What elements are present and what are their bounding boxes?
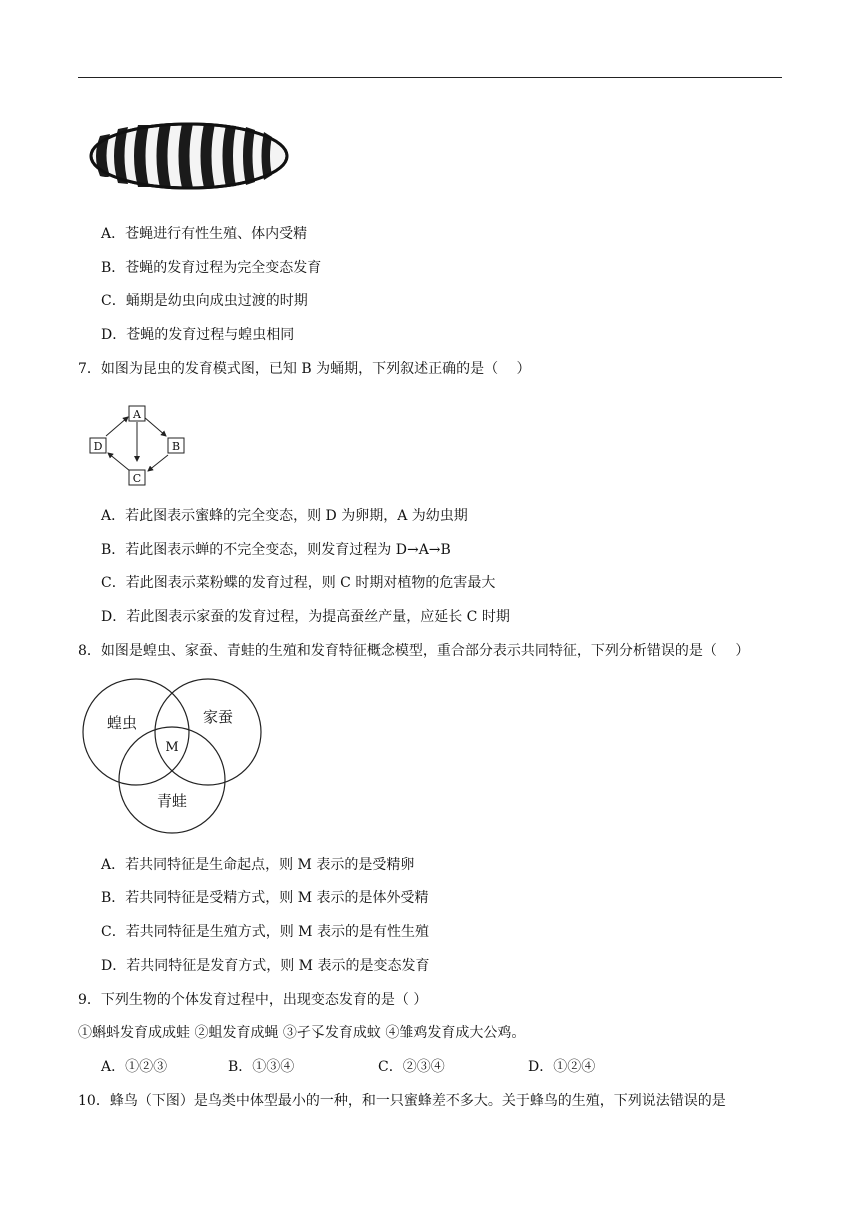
q9-option-b: B．①③④	[228, 1059, 295, 1075]
development-cycle-diagram	[86, 403, 190, 487]
q8-option-a: A．若共同特征是生命起点，则 M 表示的是受精卵	[101, 857, 415, 873]
diagram-label-d: D	[93, 440, 103, 453]
q8-option-c: C．若共同特征是生殖方式，则 M 表示的是有性生殖	[101, 924, 429, 940]
diagram-label-b: B	[171, 440, 181, 453]
q6-option-c: C．蛹期是幼虫向成虫过渡的时期	[101, 293, 308, 309]
q7-stem: 7．如图为昆虫的发育模式图，已知 B 为蛹期，下列叙述正确的是（ ）	[78, 361, 531, 377]
q6-option-b: B．苍蝇的发育过程为完全变态发育	[101, 260, 322, 276]
diagram-label-c: C	[132, 472, 142, 485]
venn-label-silkworm: 家蚕	[202, 708, 234, 726]
venn-label-frog: 青蛙	[156, 792, 188, 810]
q6-option-d: D．苍蝇的发育过程与蝗虫相同	[101, 327, 295, 343]
q7-option-a: A．若此图表示蜜蜂的完全变态，则 D 为卵期，A 为幼虫期	[101, 508, 468, 524]
q9-option-a: A．①②③	[101, 1059, 168, 1075]
venn-diagram	[80, 676, 266, 836]
q9-items: ①蝌蚪发育成成蛙 ②蛆发育成蝇 ③孑孓发育成蚊 ④雏鸡发育成大公鸡。	[78, 1025, 526, 1041]
q9-option-d: D．①②④	[528, 1059, 596, 1075]
q6-option-a: A．苍蝇进行有性生殖、体内受精	[101, 226, 308, 242]
q8-option-d: D．若共同特征是发育方式，则 M 表示的是变态发育	[101, 958, 430, 974]
q10-stem: 10．蜂鸟（下图）是鸟类中体型最小的一种，和一只蜜蜂差不多大。关于蜂鸟的生殖，下列说法错误的是	[78, 1093, 726, 1109]
venn-label-locust: 蝗虫	[106, 714, 138, 732]
q7-option-b: B．若此图表示蝉的不完全变态，则发育过程为 D→A→B	[101, 542, 451, 558]
venn-label-m: M	[165, 740, 179, 755]
q9-stem: 9．下列生物的个体发育过程中，出现变态发育的是（ ）	[78, 992, 428, 1008]
q7-option-d: D．若此图表示家蚕的发育过程，为提高蚕丝产量，应延长 C 时期	[101, 609, 510, 625]
header-rule	[78, 77, 782, 78]
q9-option-c: C．②③④	[378, 1059, 445, 1075]
fly-pupa-image	[88, 120, 290, 192]
q7-option-c: C．若此图表示菜粉蝶的发育过程，则 C 时期对植物的危害最大	[101, 575, 496, 591]
q8-option-b: B．若共同特征是受精方式，则 M 表示的是体外受精	[101, 890, 429, 906]
q8-stem: 8．如图是蝗虫、家蚕、青蛙的生殖和发育特征概念模型，重合部分表示共同特征，下列分析错误的是（ ）	[78, 643, 750, 659]
diagram-label-a: A	[133, 408, 141, 421]
